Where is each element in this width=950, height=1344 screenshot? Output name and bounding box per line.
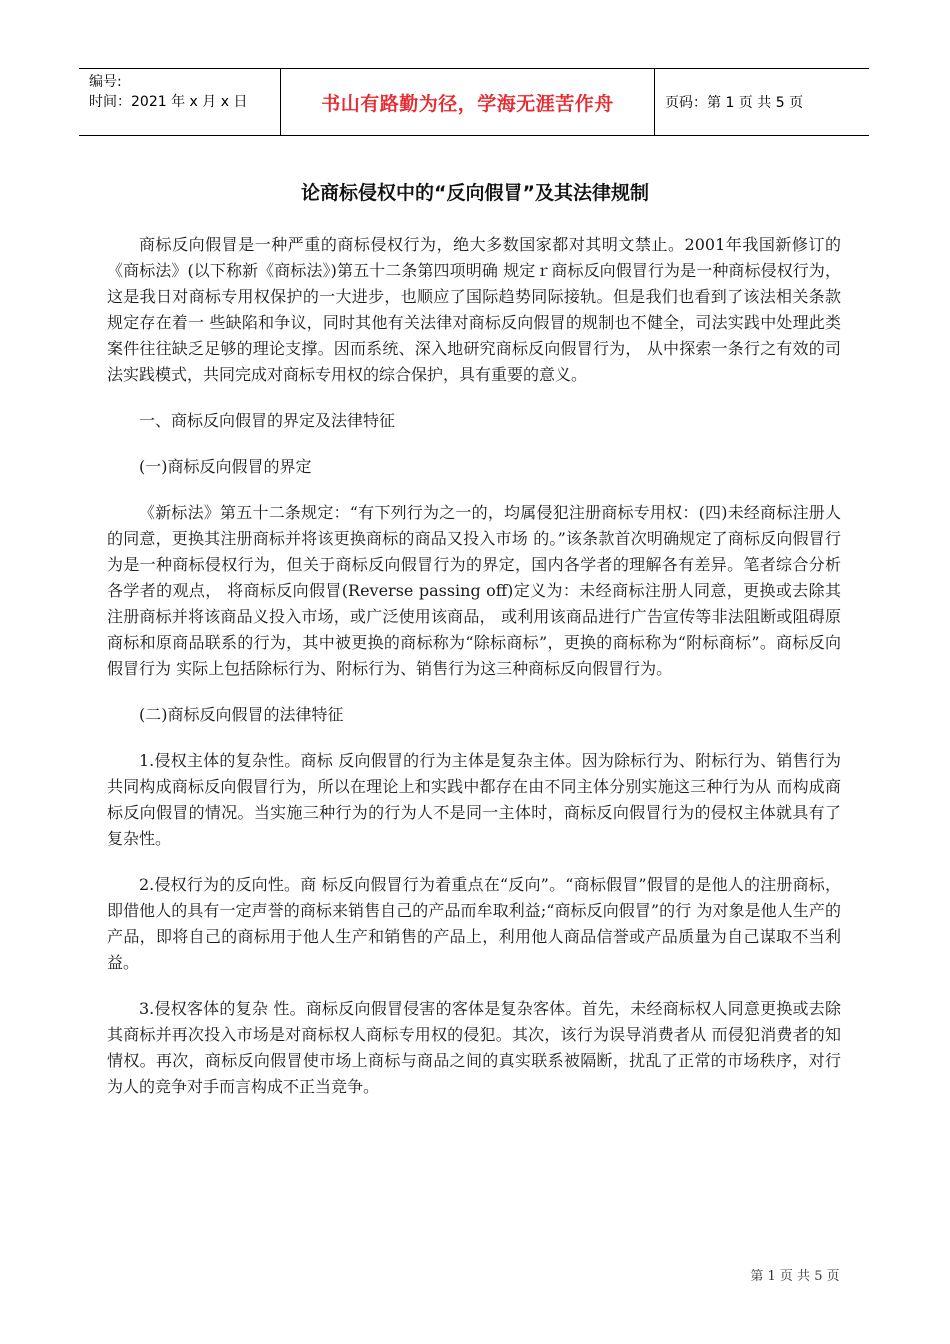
page-header bbox=[79, 68, 869, 136]
header-meta bbox=[79, 69, 281, 135]
subsection-heading: (一)商标反向假冒的界定 bbox=[139, 457, 312, 476]
intro-paragraph: 商标反向假冒是一种严重的商标侵权行为，绝大多数国家都对其明文禁止。2001年我国新修订的《商标法》(以下称新《商标法》)第五十二条第四项明确 规定ｒ商标反向假冒行为是一种商标侵权行为，这是我日对商标专用权保护的一大进步，也顺应了国际趋势同际接轨。但是我们也看到了该法相关条款规定存在着一 些缺陷和争议，同时其他有关法律对商标反向假冒的规制也不健全，司法实践中处理此类案件往往缺乏足够的理论支撑。因而系统、深入地研究商标反向假冒行为， 从中探索一条行之有效的司法实践模式，共同完成对商标专用权的综合保护，具有重要的意义。 bbox=[107, 235, 841, 384]
header-motto: 书山有路勤为径，学海无涯苦作舟 bbox=[281, 69, 655, 135]
footer-page-number: 第 1 页 共 5 页 bbox=[750, 1269, 840, 1284]
document-time-label: 时间：2021 年 x 月 x 日 bbox=[89, 94, 248, 110]
document-body bbox=[107, 232, 841, 1100]
definition-paragraph: 《新标法》第五十二条规定：“有下列行为之一的，均属侵犯注册商标专用权：(四)未经商标注册人的同意，更换其注册商标并将该更换商标的商品又投入市场 的。”该条款首次明确规定了商标反向假冒行为是一种商标侵权行为，但关于商标反向假冒行为的界定，国内各学者的理解各有差异。笔者综合分析各学者的观点， 将商标反向假冒(Reverse passing off)定义为：未经商标注册人同意，更换或去除其注册商标并将该商品义投入市场，或广泛使用该商品， 或利用该商品进行广告宣传等非法阻断或阻碍原商标和原商品联系的行为，其中被更换的商标称为“除标商标”，更换的商标称为“附标商标”。商标反向假冒行为 实际上包括除标行为、附标行为、销售行为这三种商标反向假冒行为。 bbox=[107, 503, 841, 678]
section-heading: 一、商标反向假冒的界定及法律特征 bbox=[139, 411, 396, 430]
feature-paragraph: 1.侵权主体的复杂性。商标 反向假冒的行为主体是复杂主体。因为除标行为、附标行为、销售行为共同构成商标反向假冒行为，所以在理论上和实践中都存在由不同主体分别实施这三种行为从 而构成商标反向假冒的情况。当实施三种行为的行为人不是同一主体时，商标反向假冒行为的侵权主体就具有了复杂性。 bbox=[107, 751, 841, 848]
header-page-info: 页码：第 1 页 共 5 页 bbox=[665, 95, 804, 111]
feature-paragraph: 2.侵权行为的反向性。商 标反向假冒行为着重点在“反向”。“商标假冒”假冒的是他人的注册商标，即借他人的具有一定声誉的商标来销售自己的产品而牟取利益;“商标反向假冒”的行 为对象是他人生产的产品，即将自己的商标用于他人生产和销售的产品上，利用他人商品信誉或产品质量为自己谋取不当利益。 bbox=[107, 875, 841, 972]
document-number-label: 编号: bbox=[89, 74, 122, 90]
subsection-heading: (二)商标反向假冒的法律特征 bbox=[139, 705, 344, 724]
feature-paragraph: 3.侵权客体的复杂 性。商标反向假冒侵害的客体是复杂客体。首先，未经商标权人同意更换或去除其商标并再次投入市场是对商标权人商标专用权的侵犯。其次，该行为误导消费者从 而侵犯消费者的知情权。再次，商标反向假冒使市场上商标与商品之间的真实联系被隔断，扰乱了正常的市场秩序，对行为人的竞争对手而言构成不正当竞争。 bbox=[107, 999, 841, 1096]
document-title: 论商标侵权中的“反向假冒”及其法律规制 bbox=[301, 182, 649, 204]
page-footer bbox=[0, 1265, 950, 1284]
